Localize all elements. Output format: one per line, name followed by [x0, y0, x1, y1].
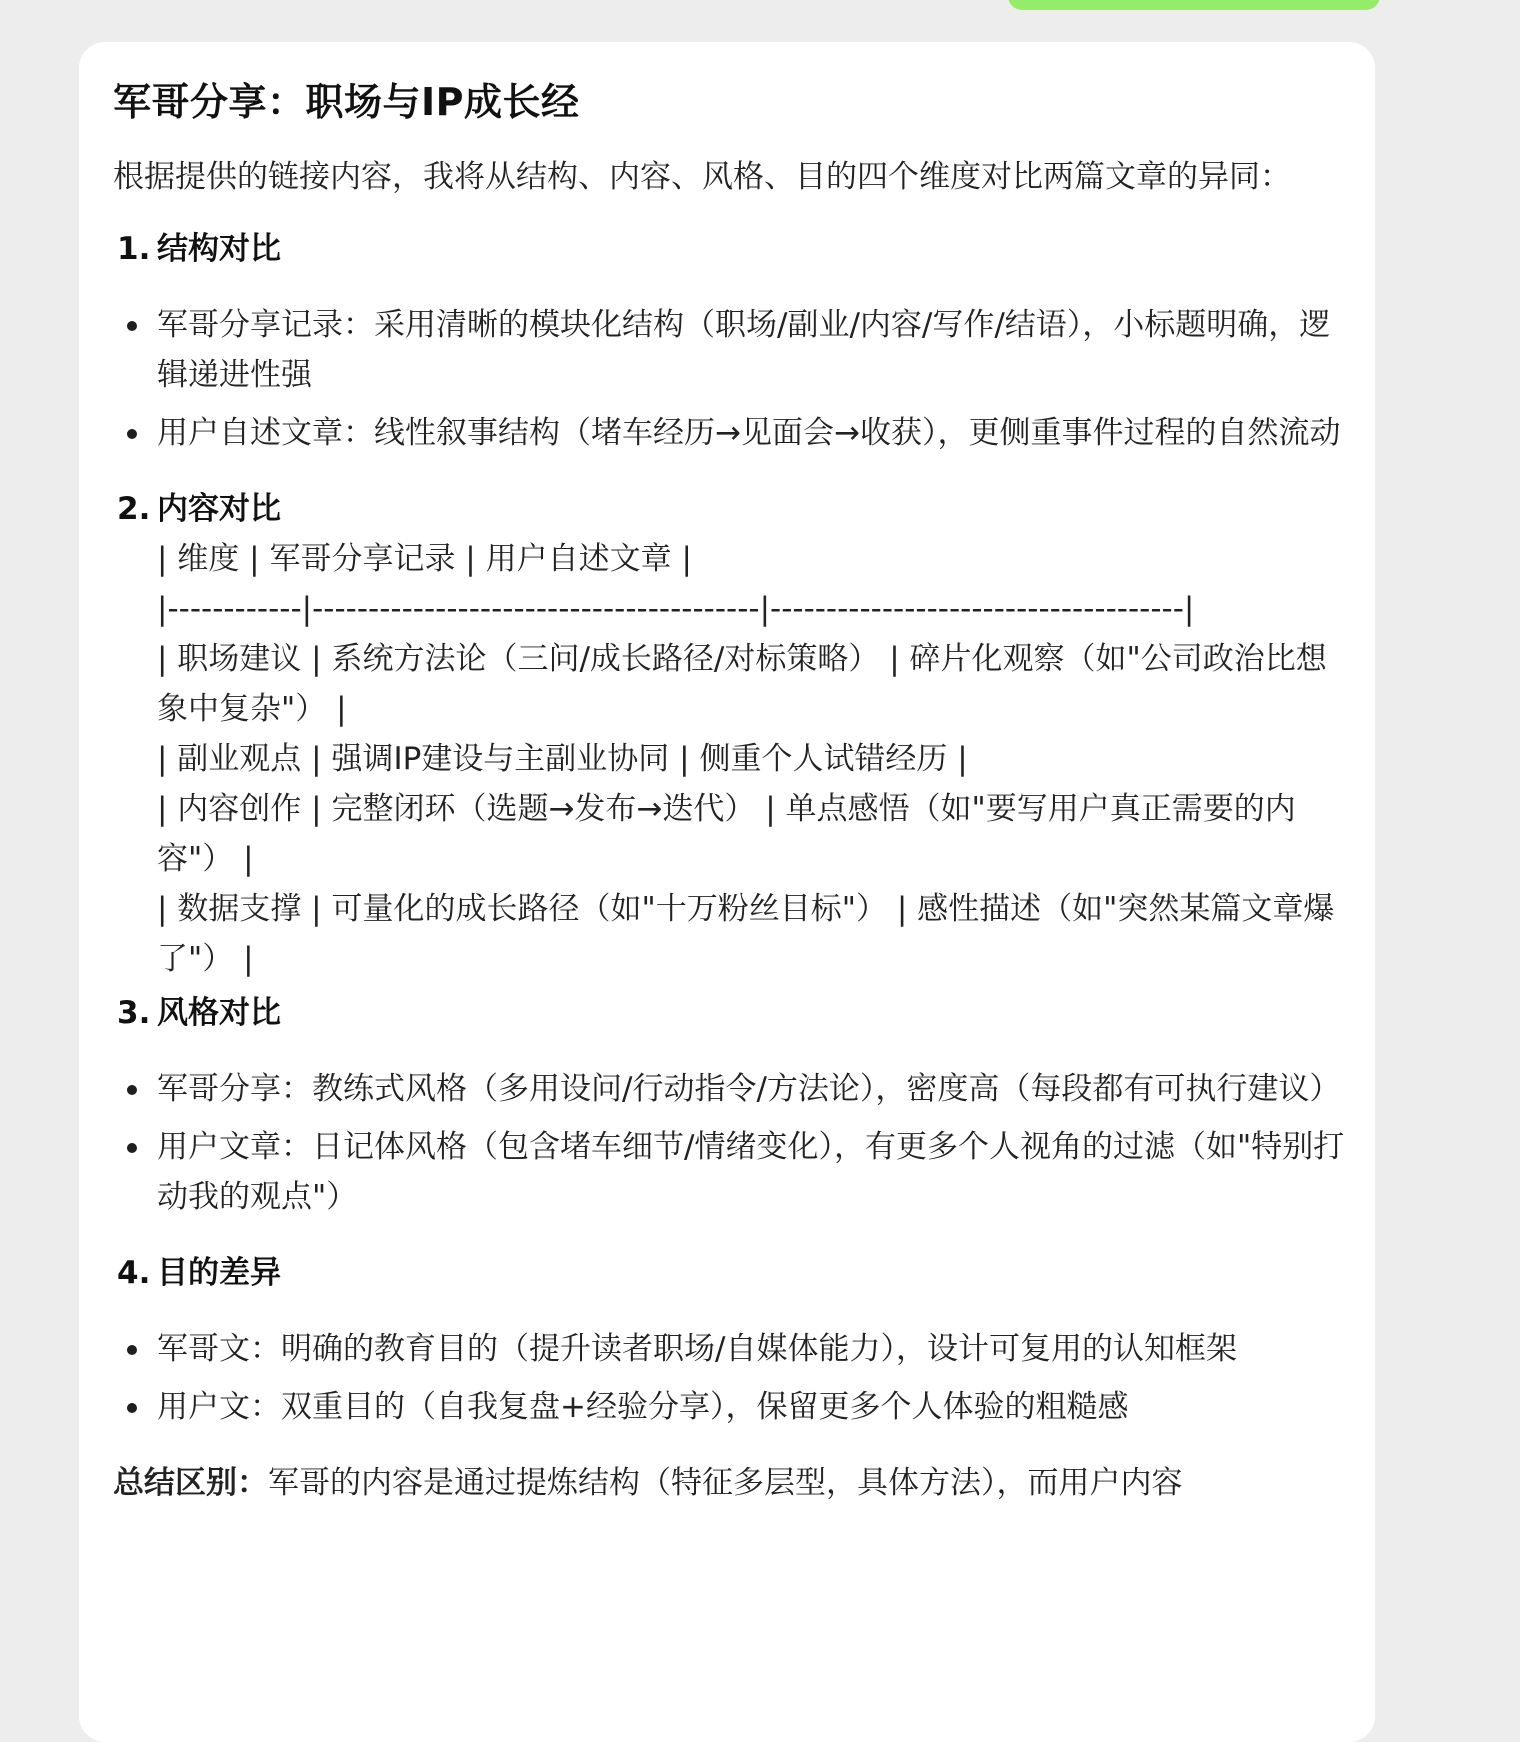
section-number: 3. — [117, 995, 151, 1031]
section-structure-heading — [113, 224, 1353, 274]
table-row-line: | 职场建议 | 系统方法论（三问/成长路径/对标策略） | 碎片化观察（如"公司政治比想象中复杂"） | — [157, 641, 1327, 727]
bullet-dot — [127, 1345, 137, 1355]
list-item — [113, 1064, 1353, 1114]
section-title: 目的差异 — [157, 1255, 281, 1291]
section-number: 2. — [117, 491, 151, 527]
bullet-dot — [127, 1403, 137, 1413]
bullet-dot — [127, 1143, 137, 1153]
section-title: 风格对比 — [157, 995, 281, 1031]
message-content — [113, 76, 1353, 1508]
summary-paragraph-partial — [113, 1458, 1353, 1508]
section-content-heading — [113, 484, 1353, 534]
table-row-line: | 内容创作 | 完整闭环（选题→发布→迭代） | 单点感悟（如"要写用户真正需要的内容"） | — [157, 791, 1296, 877]
assistant-message-card[interactable] — [79, 42, 1375, 1742]
summary-label: 总结区别： — [113, 1465, 268, 1501]
user-message-bubble[interactable] — [1008, 0, 1380, 10]
message-title: 军哥分享：职场与IP成长经 — [113, 80, 580, 124]
table-row-line: | 副业观点 | 强调IP建设与主副业协同 | 侧重个人试错经历 | — [157, 741, 968, 777]
list-item-text: 军哥分享：教练式风格（多用设问/行动指令/方法论），密度高（每段都有可执行建议） — [157, 1071, 1341, 1107]
list-item — [113, 1122, 1353, 1222]
section-number: 4. — [117, 1255, 151, 1291]
table-row-line: | 数据支撑 | 可量化的成长路径（如"十万粉丝目标"） | 感性描述（如"突然某篇文章爆了"） | — [157, 891, 1335, 977]
section-purpose-heading — [113, 1248, 1353, 1298]
purpose-bullet-list — [113, 1324, 1353, 1432]
markdown-table-raw — [113, 534, 1353, 984]
bullet-dot — [127, 1085, 137, 1095]
bullet-dot — [127, 429, 137, 439]
table-header-line: | 维度 | 军哥分享记录 | 用户自述文章 | — [157, 541, 692, 577]
list-item-text: 用户文章：日记体风格（包含堵车细节/情绪变化），有更多个人视角的过滤（如"特别打动我的观点"） — [157, 1129, 1345, 1215]
section-title: 内容对比 — [157, 491, 281, 527]
list-item — [113, 300, 1353, 400]
section-title: 结构对比 — [157, 231, 281, 267]
list-item-text: 用户文：双重目的（自我复盘+经验分享），保留更多个人体验的粗糙感 — [157, 1389, 1129, 1425]
list-item-text: 军哥分享记录：采用清晰的模块化结构（职场/副业/内容/写作/结语），小标题明确，逻辑递进性强 — [157, 307, 1331, 393]
list-item — [113, 1382, 1353, 1432]
list-item — [113, 1324, 1353, 1374]
section-number: 1. — [117, 231, 151, 267]
table-separator-line: |------------|----------------------------------------|-------------------------------------| — [157, 591, 1195, 627]
list-item-text: 军哥文：明确的教育目的（提升读者职场/自媒体能力），设计可复用的认知框架 — [157, 1331, 1237, 1367]
style-bullet-list — [113, 1064, 1353, 1222]
section-style-heading — [113, 988, 1353, 1038]
list-item-text: 用户自述文章：线性叙事结构（堵车经历→见面会→收获），更侧重事件过程的自然流动 — [157, 415, 1341, 451]
list-item — [113, 408, 1353, 458]
summary-text: 军哥的内容是通过提炼结构（特征多层型，具体方法），而用户内容 — [268, 1465, 1183, 1501]
bullet-dot — [127, 321, 137, 331]
intro-paragraph: 根据提供的链接内容，我将从结构、内容、风格、目的四个维度对比两篇文章的异同： — [113, 159, 1291, 195]
structure-bullet-list — [113, 300, 1353, 458]
